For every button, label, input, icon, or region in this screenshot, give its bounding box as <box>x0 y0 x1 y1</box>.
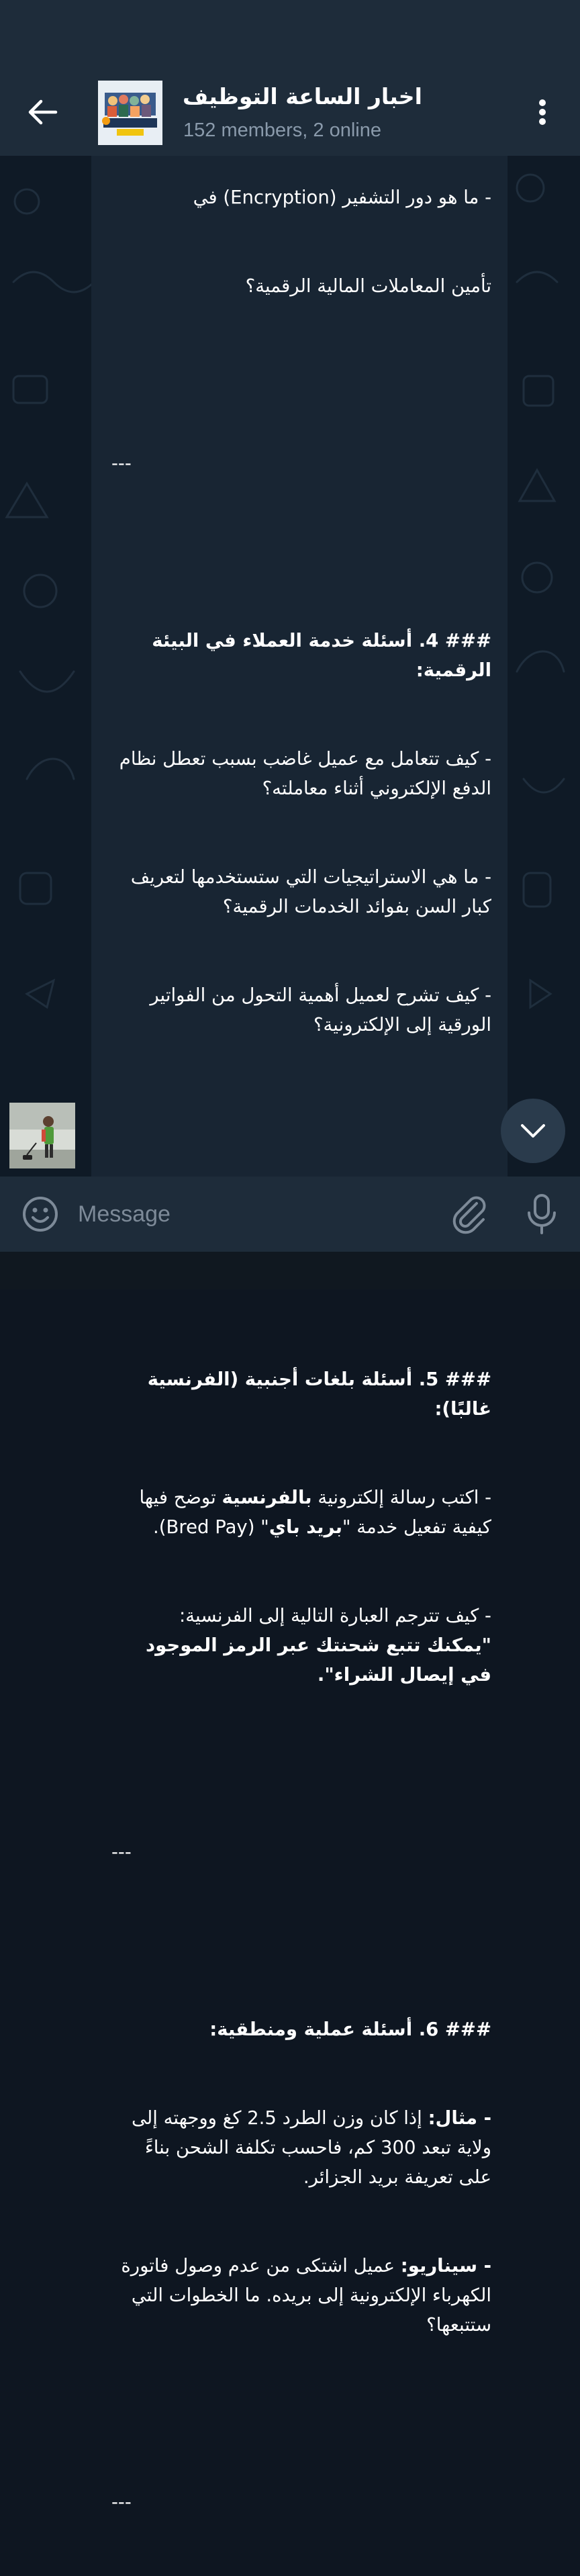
status-bar <box>0 0 580 70</box>
arrow-left-icon <box>28 99 57 126</box>
scroll-to-bottom-button[interactable] <box>501 1099 565 1163</box>
microphone-icon <box>525 1193 559 1236</box>
question-item: - اكتب رسالة إلكترونية بالفرنسية توضح فيها كيفية تفعيل خدمة "بريد باي" (Bred Pay). <box>133 1487 491 1538</box>
message-line <box>111 537 491 567</box>
voice-message-button[interactable] <box>525 1193 559 1236</box>
message-input-bar <box>0 1177 580 1252</box>
question-item: - كيف تشرح لعميل أهمية التحول من الفواتير الورقية إلى الإلكترونية؟ <box>144 984 491 1036</box>
message-line: - ما هو دور التشفير (Encryption) في <box>193 187 491 208</box>
smile-icon <box>21 1195 59 1233</box>
paperclip-icon <box>451 1194 489 1234</box>
more-vertical-icon <box>538 99 546 126</box>
sender-avatar-image <box>9 1103 75 1168</box>
message-line <box>111 1099 491 1128</box>
message-line <box>111 360 491 389</box>
message-text <box>111 124 491 2576</box>
section-heading: ### 4. أسئلة خدمة العملاء في البيئة الرقمية: <box>145 630 491 681</box>
message-line <box>111 1926 491 1956</box>
message-line <box>111 1749 491 1778</box>
section-heading: ### 5. أسئلة بلغات أجنبية (الفرنسية غالبًا): <box>141 1369 491 1420</box>
section-heading: ### 6. أسئلة عملية ومنطقية: <box>209 2019 491 2040</box>
message-bubble[interactable] <box>91 156 508 2513</box>
question-item: - كيف تترجم العبارة التالية إلى الفرنسية: "يمكنك تتبع شحنتك عبر الرمز الموجود في إيصال الشراء". <box>139 1605 491 1686</box>
system-navigation-bar <box>0 1252 580 1289</box>
emoji-button[interactable] <box>21 1195 59 1233</box>
separator: --- <box>111 1841 132 1863</box>
question-item: - مثال: إذا كان وزن الطرد 2.5 كغ ووجهته إلى ولاية تبعد 300 كم، فاحسب تكلفة الشحن بناءً على تعريفة بريد الجزائر. <box>126 2107 491 2188</box>
attach-button[interactable] <box>451 1194 489 1234</box>
question-item: - ما هي الاستراتيجيات التي ستستخدمها لتعريف كبار السن بفوائد الخدمات الرقمية؟ <box>124 866 491 917</box>
more-menu-button[interactable] <box>529 90 556 134</box>
chevron-down-icon <box>520 1123 546 1139</box>
chat-title[interactable]: اخبار الساعة التوظيف <box>183 83 422 109</box>
sender-avatar[interactable] <box>9 1103 75 1168</box>
question-item: - كيف تتعامل مع عميل غاضب بسبب تعطل نظام الدفع الإلكتروني أثناء معاملته؟ <box>113 748 491 799</box>
question-item: - سيناريو: عميل اشتكى من عدم وصول فاتورة الكهرباء الإلكترونية إلى بريده. ما الخطوات التي ستتبعها؟ <box>115 2255 491 2336</box>
message-line <box>111 2399 491 2428</box>
message-input[interactable] <box>78 1190 427 1238</box>
back-button[interactable] <box>20 90 64 134</box>
message-line: تأمين المعاملات المالية الرقمية؟ <box>245 275 491 297</box>
separator: --- <box>111 2491 132 2513</box>
separator: --- <box>111 453 132 474</box>
member-count: 152 members, 2 online <box>183 120 381 141</box>
